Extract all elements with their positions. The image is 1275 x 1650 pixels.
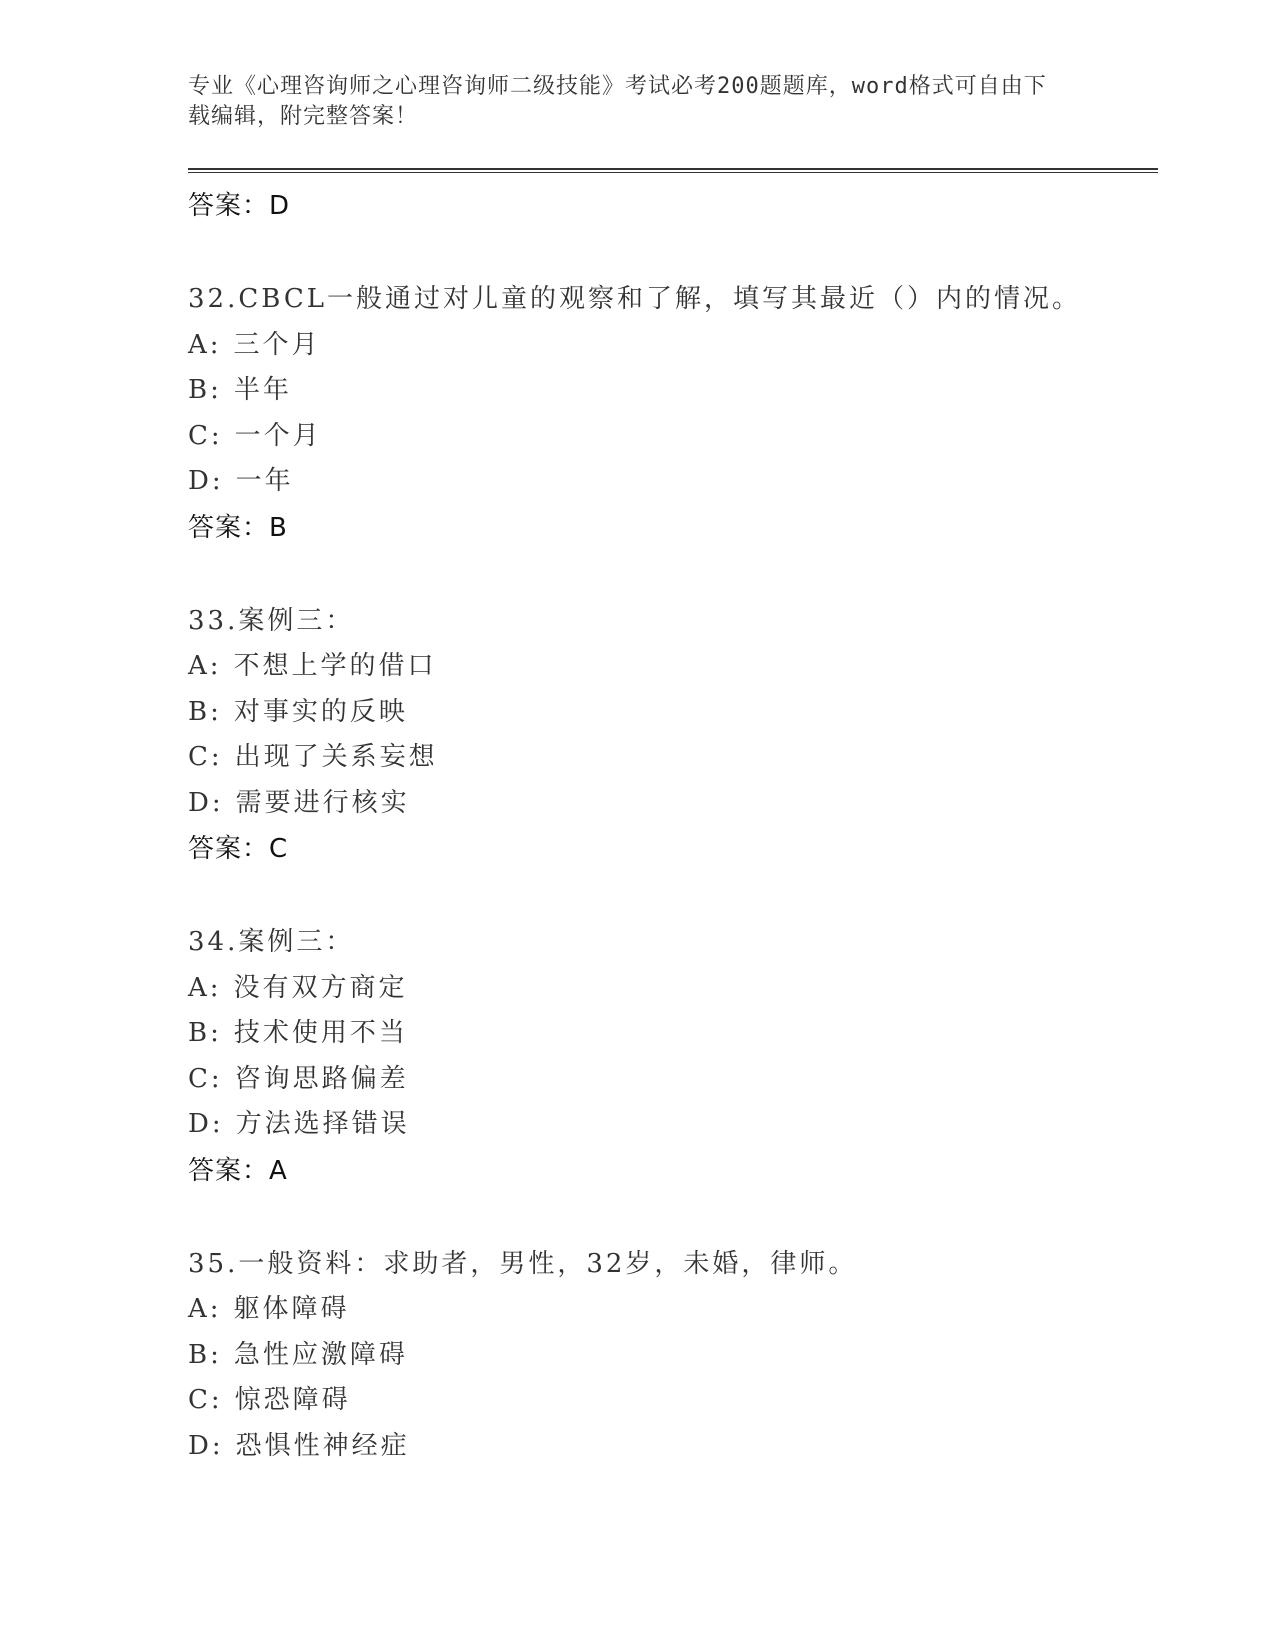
option-text: 对事实的反映 (233, 696, 408, 727)
answer-line: 答案：B (188, 512, 288, 543)
answer-line: 答案：D (188, 191, 291, 221)
option-text: 一个月 (234, 420, 322, 451)
option-c (188, 1378, 1158, 1424)
option-text: 不想上学的借口 (233, 651, 437, 681)
option-label: D: (188, 1109, 224, 1139)
option-text: 需要进行核实 (235, 787, 410, 818)
option-text: 三个月 (233, 329, 321, 360)
option-text: 没有双方商定 (233, 972, 408, 1003)
question-title: 34.案例三： (188, 927, 355, 957)
option-label: D: (188, 787, 224, 818)
option-label: D: (188, 1430, 224, 1461)
question-title: 33.案例三： (188, 605, 355, 636)
option-label: C: (188, 1385, 223, 1415)
option-label: A: (188, 1294, 222, 1324)
option-d (188, 1424, 1158, 1470)
option-b (188, 368, 1158, 414)
option-a (188, 966, 1158, 1012)
header-divider (188, 168, 1158, 173)
option-label: B: (188, 375, 222, 405)
document-page (188, 72, 1158, 1469)
option-text: 一年 (235, 466, 294, 496)
option-text: 半年 (233, 375, 292, 405)
option-d (188, 781, 1158, 827)
option-label: A: (188, 329, 222, 360)
option-label: B: (188, 1018, 222, 1048)
option-b (188, 1011, 1158, 1057)
option-d (188, 459, 1158, 505)
option-text: 惊恐障碍 (234, 1385, 351, 1415)
option-c (188, 735, 1158, 781)
option-label: C: (188, 742, 223, 772)
question-32 (188, 277, 1158, 551)
document-header: 专业《心理咨询师之心理咨询师二级技能》考试必考200题题库，word格式可自由下载编辑，附完整答案！ (188, 74, 1047, 129)
question-35 (188, 1242, 1158, 1470)
question-title: 32.CBCL一般通过对儿童的观察和了解，填写其最近（）内的情况。 (188, 284, 1081, 314)
option-text: 恐惧性神经症 (235, 1430, 410, 1461)
answer-line: 答案：A (188, 1155, 288, 1186)
option-a (188, 323, 1158, 369)
option-label: A: (188, 651, 222, 681)
option-b (188, 690, 1158, 736)
option-c (188, 1057, 1158, 1103)
option-text: 咨询思路偏差 (234, 1063, 409, 1094)
option-text: 急性应激障碍 (233, 1339, 408, 1370)
option-a (188, 1287, 1158, 1333)
option-b (188, 1333, 1158, 1379)
option-text: 出现了关系妄想 (234, 742, 438, 772)
question-34 (188, 920, 1158, 1194)
option-label: C: (188, 420, 223, 451)
option-label: B: (188, 696, 222, 727)
option-label: B: (188, 1339, 222, 1370)
option-a (188, 644, 1158, 690)
option-label: A: (188, 972, 222, 1003)
option-text: 技术使用不当 (233, 1018, 408, 1048)
answer-line: 答案：C (188, 834, 289, 864)
question-title: 35.一般资料：求助者，男性，32岁，未婚，律师。 (188, 1248, 858, 1279)
question-33 (188, 599, 1158, 873)
option-label: D: (188, 466, 224, 496)
option-d (188, 1102, 1158, 1148)
option-text: 方法选择错误 (235, 1109, 410, 1139)
option-text: 躯体障碍 (233, 1294, 350, 1324)
option-c (188, 414, 1158, 460)
option-label: C: (188, 1063, 223, 1094)
